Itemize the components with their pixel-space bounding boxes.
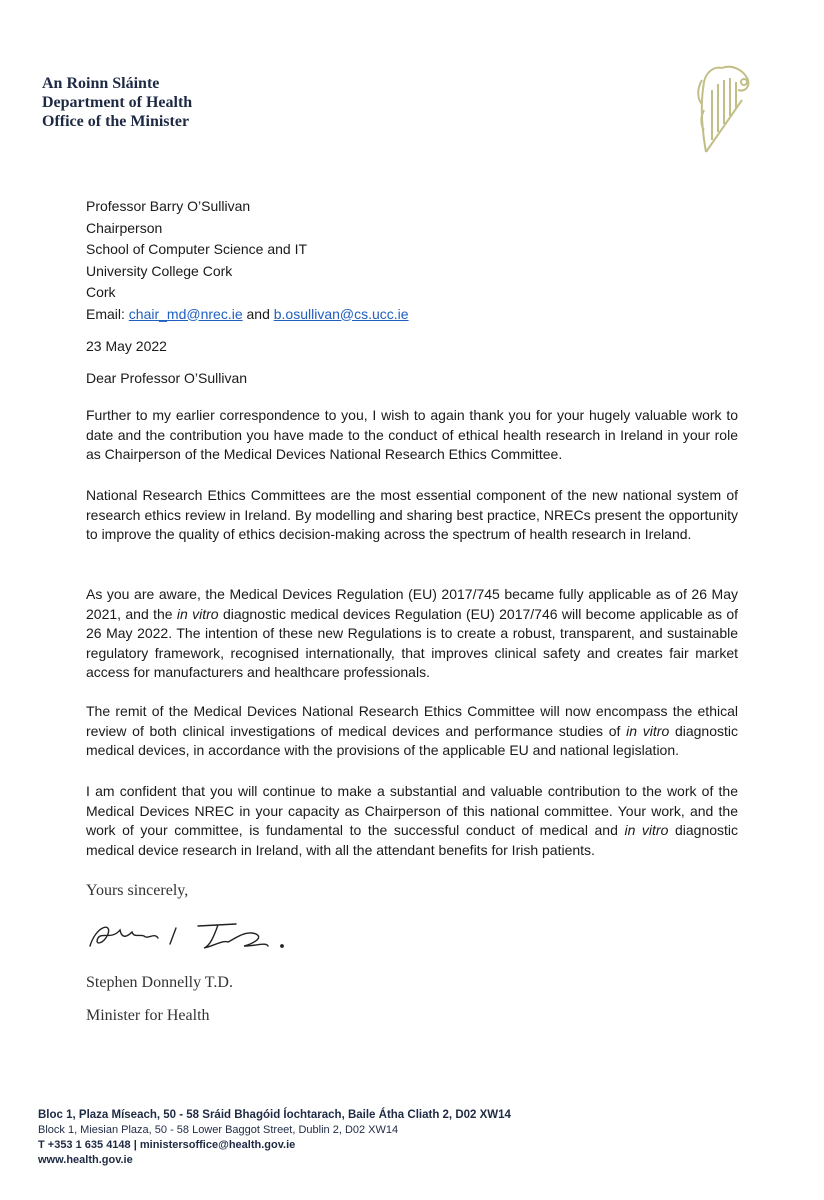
email-label: Email: xyxy=(86,305,129,322)
paragraph-5-italic: in vitro xyxy=(624,822,669,839)
paragraph-2: National Research Ethics Committees are the most essential component of the new national system of research ethics review in Ireland. By modelling and sharing best practice, NRECs present the opportunity to improve the quality of ethics decision-making across the spectrum of health research in Ireland. xyxy=(86,487,738,543)
paragraph-4-text-a: The remit of the Medical Devices National Research Ethics Committee will now encompass the ethical review of both clinical investigations of medical devices and performance studies of xyxy=(86,703,738,739)
footer-english-address: Block 1, Miesian Plaza, 50 - 58 Lower Baggot Street, Dublin 2, D02 XW14 xyxy=(38,1124,399,1136)
paragraph-5-text-a: I am confident that you will continue to make a substantial and valuable contribution to the work of the Medical Devices NREC in your capacity as Chairperson of this national committee. Your work, and the work of your committee, is fundamental to the successful conduct of medical and xyxy=(86,783,738,839)
signer-title: Minister for Health xyxy=(86,1007,210,1024)
addressee-city: Cork xyxy=(86,284,116,300)
addressee-name: Professor Barry O’Sullivan xyxy=(86,198,251,214)
email-conjunction: and xyxy=(242,305,274,322)
paragraph-3-text-b: diagnostic medical devices Regulation (EU) 2017/746 will become applicable as of 26 May 2022. The intention of these new Regulations is to create a robust, transparent, and sustainable regulatory framework, recognised internationally, that improves clinical safety and creates fair market access for manufacturers and healthcare professionals. xyxy=(86,605,738,681)
email-link-ucc[interactable]: b.osullivan@cs.ucc.ie xyxy=(273,305,409,322)
addressee-department: School of Computer Science and IT xyxy=(86,241,308,257)
paragraph-4-italic: in vitro xyxy=(626,722,670,739)
footer-contact: T +353 1 635 4148 | ministersoffice@health.gov.ie xyxy=(38,1139,296,1151)
signature xyxy=(86,916,326,956)
footer-irish-address: Bloc 1, Plaza Míseach, 50 - 58 Sráid Bhagóid Íochtarach, Baile Átha Cliath 2, D02 XW14 xyxy=(38,1109,511,1121)
paragraph-3-italic: in vitro xyxy=(176,605,219,622)
signer-name: Stephen Donnelly T.D. xyxy=(86,974,233,991)
addressee-email-line xyxy=(86,304,409,326)
letterhead xyxy=(42,74,192,131)
paragraph-1: Further to my earlier correspondence to you, I wish to again thank you for your hugely valuable work to date and the contribution you have made to the conduct of ethical health research in Ireland in your role as Chairperson of the Medical Devices National Research Ethics Committee. xyxy=(86,407,738,463)
letter-date: 23 May 2022 xyxy=(86,338,167,354)
paragraph-4 xyxy=(86,702,738,761)
addressee-institution: University College Cork xyxy=(86,262,233,279)
paragraph-4-text-b: diagnostic medical devices, in accordance with the provisions of the applicable EU and national legislation. xyxy=(86,722,738,759)
letterhead-office: Office of the Minister xyxy=(42,113,190,130)
paragraph-5-text-b: diagnostic medical device research in Ireland, with all the attendant benefits for Irish patients. xyxy=(86,822,739,858)
footer-website[interactable]: www.health.gov.ie xyxy=(38,1154,133,1166)
paragraph-3 xyxy=(86,585,738,683)
salutation: Dear Professor O’Sullivan xyxy=(86,370,248,386)
paragraph-3-text-a: As you are aware, the Medical Devices Regulation (EU) 2017/745 became fully applicable as of 26 May 2021, and the xyxy=(86,586,738,622)
letterhead-department: Department of Health xyxy=(42,94,193,111)
addressee-block xyxy=(86,196,409,325)
footer xyxy=(38,1108,511,1168)
closing: Yours sincerely, xyxy=(86,882,189,899)
paragraph-5 xyxy=(86,782,738,860)
email-link-nrec[interactable]: chair_md@nrec.ie xyxy=(128,305,243,322)
letterhead-irish-name: An Roinn Sláinte xyxy=(42,75,160,92)
harp-icon xyxy=(692,60,756,160)
addressee-role: Chairperson xyxy=(86,219,163,236)
